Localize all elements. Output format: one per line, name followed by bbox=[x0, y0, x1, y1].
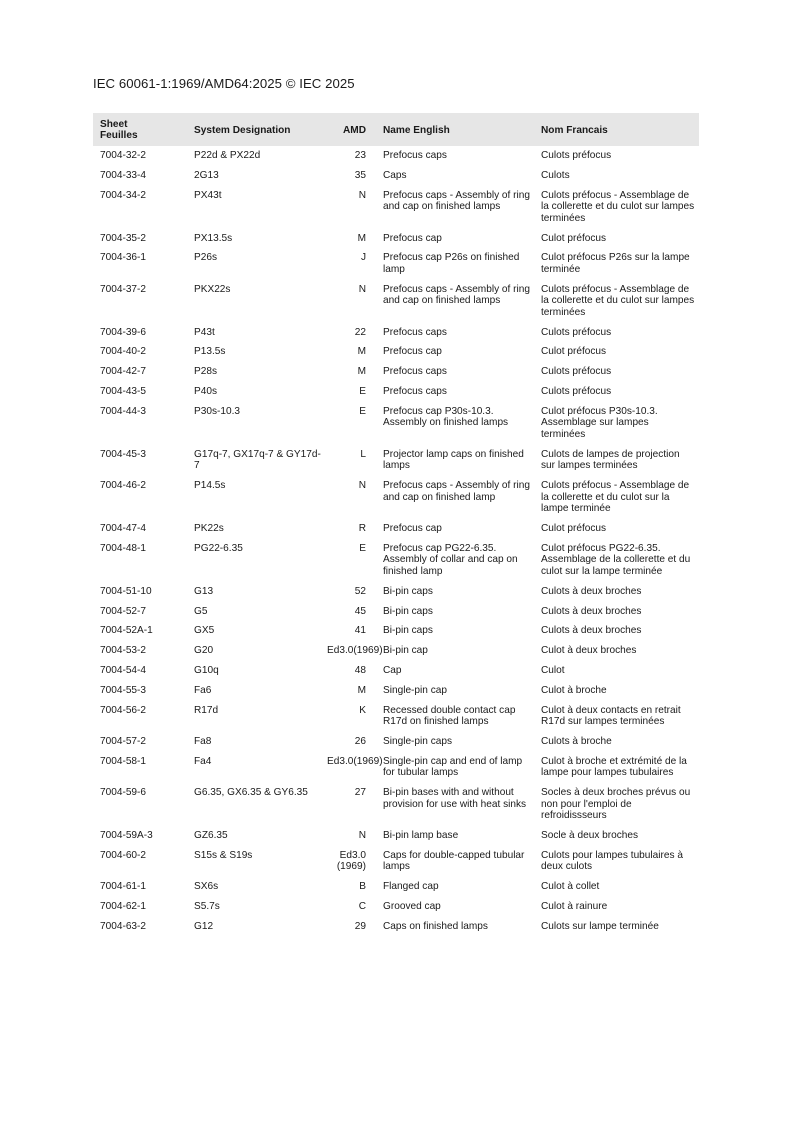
table-row bbox=[93, 582, 699, 602]
cell-amd: N bbox=[358, 830, 366, 842]
cell-name-english: Cap bbox=[383, 664, 402, 676]
table-row bbox=[93, 362, 699, 382]
cell-system-designation: P30s-10.3 bbox=[194, 405, 241, 417]
cell-system-designation: P22d & PX22d bbox=[194, 150, 261, 161]
cell-nom-francais: Culot à deux contacts en retrait R17d sur lampes terminées bbox=[541, 704, 681, 728]
cell-system-designation: Fa6 bbox=[194, 684, 212, 696]
cell-amd: J bbox=[360, 252, 366, 264]
cell-sheet: 7004-59A-3 bbox=[100, 830, 153, 842]
cell-name-english: Grooved cap bbox=[383, 900, 441, 912]
cell-amd: R bbox=[358, 523, 366, 535]
header-system-designation: System Designation bbox=[194, 124, 291, 136]
cell-system-designation: G17q-7, GX17q-7 & GY17d-7 bbox=[194, 448, 321, 472]
table-row bbox=[93, 519, 699, 539]
cell-amd: C bbox=[358, 900, 366, 912]
cell-name-english: Single-pin cap bbox=[383, 684, 447, 696]
header-amd: AMD bbox=[343, 124, 366, 136]
cell-nom-francais: Culots préfocus bbox=[541, 366, 612, 378]
table-row bbox=[93, 445, 699, 476]
cell-nom-francais: Culot préfocus PG22-6.35. Assemblage de la collerette et du culot sur la lampe terminée bbox=[541, 542, 691, 578]
cell-nom-francais: Culots sur lampe terminée bbox=[541, 920, 659, 932]
header-sheet: Sheet Feuilles bbox=[100, 119, 138, 141]
cell-sheet: 7004-58-1 bbox=[100, 755, 147, 767]
cell-nom-francais: Socles à deux broches prévus ou non pour l'emploi de refroidissseurs bbox=[541, 787, 691, 822]
cell-amd: M bbox=[357, 232, 366, 244]
cell-amd: E bbox=[359, 405, 366, 417]
cell-amd: B bbox=[359, 881, 366, 893]
cell-system-designation: P14.5s bbox=[194, 480, 226, 492]
cell-system-designation: GZ6.35 bbox=[194, 830, 228, 842]
table-row bbox=[93, 661, 699, 681]
cell-name-english: Single-pin caps bbox=[383, 735, 453, 747]
cell-nom-francais: Culot préfocus bbox=[541, 523, 607, 535]
cell-name-english: Prefocus cap P30s-10.3. Assembly on finished lamps bbox=[383, 405, 509, 429]
cell-system-designation: G6.35, GX6.35 & GY6.35 bbox=[194, 787, 308, 799]
cell-sheet: 7004-61-1 bbox=[100, 881, 147, 893]
table-row bbox=[93, 248, 699, 279]
cell-name-english: Bi-pin cap bbox=[383, 645, 428, 657]
table-row bbox=[93, 323, 699, 343]
cell-sheet: 7004-51-10 bbox=[100, 585, 152, 597]
cell-sheet: 7004-48-1 bbox=[100, 542, 147, 554]
cell-system-designation: GX5 bbox=[194, 625, 215, 637]
table-row bbox=[93, 917, 699, 937]
cell-sheet: 7004-33-4 bbox=[100, 169, 147, 181]
table-row bbox=[93, 701, 699, 732]
cell-nom-francais: Culot à deux broches bbox=[541, 645, 637, 657]
table-row bbox=[93, 229, 699, 249]
cell-system-designation: PK22s bbox=[194, 523, 224, 535]
cell-system-designation: S5.7s bbox=[194, 900, 220, 912]
cell-amd: M bbox=[357, 684, 366, 696]
cell-system-designation: P13.5s bbox=[194, 346, 226, 358]
cell-amd: N bbox=[358, 283, 366, 295]
table-row bbox=[93, 641, 699, 661]
cell-nom-francais: Culot préfocus bbox=[541, 346, 607, 358]
cell-amd: 48 bbox=[354, 664, 366, 676]
table-body bbox=[93, 146, 699, 937]
cell-sheet: 7004-34-2 bbox=[100, 189, 147, 201]
cell-amd: 52 bbox=[354, 585, 366, 597]
cell-nom-francais: Culots préfocus - Assemblage de la collerette et du culot sur la lampe terminée bbox=[541, 480, 690, 515]
cell-system-designation: PKX22s bbox=[194, 283, 231, 295]
cell-nom-francais: Culots à deux broches bbox=[541, 605, 642, 617]
cell-system-designation: P40s bbox=[194, 386, 218, 397]
cell-name-english: Recessed double contact cap R17d on finished lamps bbox=[383, 704, 516, 728]
cell-name-english: Prefocus caps - Assembly of ring and cap on finished lamps bbox=[383, 283, 530, 307]
cell-name-english: Prefocus cap PG22-6.35. Assembly of collar and cap on finished lamp bbox=[383, 542, 518, 578]
cell-sheet: 7004-52A-1 bbox=[100, 625, 153, 637]
header-nom-francais: Nom Francais bbox=[541, 124, 608, 136]
cell-sheet: 7004-59-6 bbox=[100, 787, 147, 799]
table-row bbox=[93, 877, 699, 897]
cell-nom-francais: Socle à deux broches bbox=[541, 830, 639, 842]
cell-system-designation: P28s bbox=[194, 366, 218, 378]
cell-nom-francais: Culots à deux broches bbox=[541, 585, 642, 597]
cell-system-designation: Fa4 bbox=[194, 755, 212, 767]
cell-name-english: Prefocus cap bbox=[383, 232, 442, 244]
cell-amd: 45 bbox=[354, 605, 366, 617]
cell-nom-francais: Culot préfocus bbox=[541, 232, 607, 244]
cell-amd: E bbox=[359, 542, 366, 554]
cell-amd: 27 bbox=[354, 787, 366, 799]
cell-nom-francais: Culot à rainure bbox=[541, 900, 608, 912]
cell-sheet: 7004-44-3 bbox=[100, 405, 147, 417]
cell-system-designation: G12 bbox=[194, 920, 214, 932]
cell-nom-francais: Culots préfocus bbox=[541, 326, 612, 338]
cell-nom-francais: Culots à broche bbox=[541, 735, 612, 747]
cell-amd: L bbox=[360, 448, 366, 460]
table-row bbox=[93, 897, 699, 917]
cell-system-designation: P26s bbox=[194, 252, 218, 264]
cell-system-designation: PX43t bbox=[194, 189, 222, 201]
cell-name-english: Caps on finished lamps bbox=[383, 920, 488, 932]
cell-amd: 35 bbox=[354, 169, 366, 181]
cell-system-designation: S15s & S19s bbox=[194, 849, 253, 861]
table-row bbox=[93, 186, 699, 229]
cell-nom-francais: Culots préfocus - Assemblage de la collerette et du culot sur lampes terminées bbox=[541, 189, 695, 224]
cell-name-english: Prefocus cap bbox=[383, 346, 442, 358]
cell-amd: N bbox=[358, 480, 366, 492]
cell-name-english: Bi-pin caps bbox=[383, 605, 433, 617]
cell-system-designation: G20 bbox=[194, 645, 214, 657]
cell-name-english: Caps for double-capped tubular lamps bbox=[383, 849, 525, 873]
cell-system-designation: R17d bbox=[194, 704, 219, 716]
table-row bbox=[93, 166, 699, 186]
table-row bbox=[93, 846, 699, 877]
cell-system-designation: G13 bbox=[194, 585, 214, 597]
cell-nom-francais: Culot à broche bbox=[541, 684, 607, 696]
cell-sheet: 7004-57-2 bbox=[100, 735, 147, 747]
cell-sheet: 7004-55-3 bbox=[100, 684, 147, 696]
cell-sheet: 7004-52-7 bbox=[100, 605, 147, 617]
cell-amd: 29 bbox=[354, 920, 366, 932]
cell-sheet: 7004-46-2 bbox=[100, 480, 147, 492]
cell-nom-francais: Culots préfocus bbox=[541, 150, 612, 161]
cell-nom-francais: Culots à deux broches bbox=[541, 625, 642, 637]
cell-name-english: Prefocus cap P26s on finished lamp bbox=[383, 252, 520, 275]
cell-amd: E bbox=[359, 386, 366, 397]
cell-nom-francais: Culots pour lampes tubulaires à deux culots bbox=[541, 849, 683, 873]
table-row bbox=[93, 402, 699, 445]
cell-amd: 41 bbox=[354, 625, 366, 637]
cell-nom-francais: Culot à collet bbox=[541, 881, 600, 893]
cell-name-english: Bi-pin bases with and without provision for use with heat sinks bbox=[383, 787, 527, 810]
cell-sheet: 7004-39-6 bbox=[100, 326, 147, 338]
cell-sheet: 7004-42-7 bbox=[100, 366, 147, 378]
cell-nom-francais: Culot bbox=[541, 664, 565, 676]
cell-system-designation: SX6s bbox=[194, 881, 219, 893]
cell-sheet: 7004-36-1 bbox=[100, 252, 147, 264]
table-row bbox=[93, 826, 699, 846]
cell-amd: Ed3.0 (1969) bbox=[336, 849, 366, 873]
cell-nom-francais: Culot préfocus P30s-10.3. Assemblage sur lampes terminées bbox=[541, 405, 658, 440]
document-header: IEC 60061-1:1969/AMD64:2025 © IEC 2025 bbox=[93, 76, 355, 91]
table-row bbox=[93, 783, 699, 826]
cell-amd: 23 bbox=[354, 150, 366, 161]
cell-name-english: Projector lamp caps on finished lamps bbox=[383, 448, 524, 472]
table-row bbox=[93, 382, 699, 402]
table-row bbox=[93, 621, 699, 641]
table-row bbox=[93, 539, 699, 582]
table-header-row bbox=[93, 113, 699, 146]
cell-name-english: Caps bbox=[383, 169, 407, 181]
cell-sheet: 7004-47-4 bbox=[100, 523, 147, 535]
cell-nom-francais: Culot préfocus P26s sur la lampe terminée bbox=[541, 252, 690, 275]
table-row bbox=[93, 342, 699, 362]
cell-amd: K bbox=[359, 704, 366, 716]
cell-sheet: 7004-53-2 bbox=[100, 645, 147, 657]
cell-sheet: 7004-60-2 bbox=[100, 849, 147, 861]
cell-name-english: Prefocus caps - Assembly of ring and cap on finished lamps bbox=[383, 189, 530, 213]
cell-name-english: Prefocus caps - Assembly of ring and cap on finished lamp bbox=[383, 480, 530, 503]
cell-sheet: 7004-54-4 bbox=[100, 664, 147, 676]
cell-name-english: Bi-pin lamp base bbox=[383, 830, 459, 842]
cell-amd: M bbox=[357, 346, 366, 358]
cell-name-english: Prefocus caps bbox=[383, 366, 447, 378]
cell-amd: 22 bbox=[354, 326, 366, 338]
table-row bbox=[93, 681, 699, 701]
cell-sheet: 7004-43-5 bbox=[100, 386, 147, 397]
cell-name-english: Bi-pin caps bbox=[383, 625, 433, 637]
cell-name-english: Single-pin cap and end of lamp for tubular lamps bbox=[383, 755, 523, 779]
table-row bbox=[93, 476, 699, 519]
cell-amd: Ed3.0(1969) bbox=[327, 645, 383, 657]
cell-system-designation: PG22-6.35 bbox=[194, 542, 243, 554]
table-row bbox=[93, 146, 699, 166]
cell-system-designation: G10q bbox=[194, 664, 219, 676]
cell-sheet: 7004-40-2 bbox=[100, 346, 147, 358]
amendment-table bbox=[93, 113, 699, 937]
header-name-english: Name English bbox=[383, 124, 450, 136]
cell-system-designation: P43t bbox=[194, 326, 215, 338]
cell-sheet: 7004-35-2 bbox=[100, 232, 147, 244]
cell-name-english: Prefocus caps bbox=[383, 386, 447, 397]
cell-name-english: Flanged cap bbox=[383, 881, 439, 893]
cell-name-english: Prefocus caps bbox=[383, 150, 447, 161]
cell-amd: Ed3.0(1969) bbox=[327, 755, 383, 767]
cell-system-designation: 2G13 bbox=[194, 169, 219, 181]
cell-nom-francais: Culots préfocus bbox=[541, 386, 612, 397]
cell-nom-francais: Culots de lampes de projection sur lampes terminées bbox=[541, 448, 680, 472]
cell-name-english: Bi-pin caps bbox=[383, 585, 433, 597]
table-row bbox=[93, 602, 699, 622]
cell-nom-francais: Culot à broche et extrémité de la lampe pour lampes tubulaires bbox=[541, 755, 687, 779]
cell-name-english: Prefocus cap bbox=[383, 523, 442, 535]
cell-nom-francais: Culots préfocus - Assemblage de la collerette et du culot sur lampes terminées bbox=[541, 283, 695, 318]
cell-system-designation: G5 bbox=[194, 605, 208, 617]
cell-amd: N bbox=[358, 189, 366, 201]
cell-amd: M bbox=[357, 366, 366, 378]
cell-name-english: Prefocus caps bbox=[383, 326, 447, 338]
cell-system-designation: Fa8 bbox=[194, 735, 212, 747]
table-row bbox=[93, 732, 699, 752]
cell-sheet: 7004-62-1 bbox=[100, 900, 147, 912]
cell-sheet: 7004-56-2 bbox=[100, 704, 147, 716]
cell-sheet: 7004-37-2 bbox=[100, 283, 147, 295]
cell-sheet: 7004-32-2 bbox=[100, 150, 147, 161]
cell-nom-francais: Culots bbox=[541, 169, 570, 181]
cell-amd: 26 bbox=[354, 735, 366, 747]
table-row bbox=[93, 752, 699, 783]
cell-sheet: 7004-45-3 bbox=[100, 448, 147, 460]
cell-sheet: 7004-63-2 bbox=[100, 920, 147, 932]
table-row bbox=[93, 280, 699, 323]
cell-system-designation: PX13.5s bbox=[194, 232, 233, 244]
